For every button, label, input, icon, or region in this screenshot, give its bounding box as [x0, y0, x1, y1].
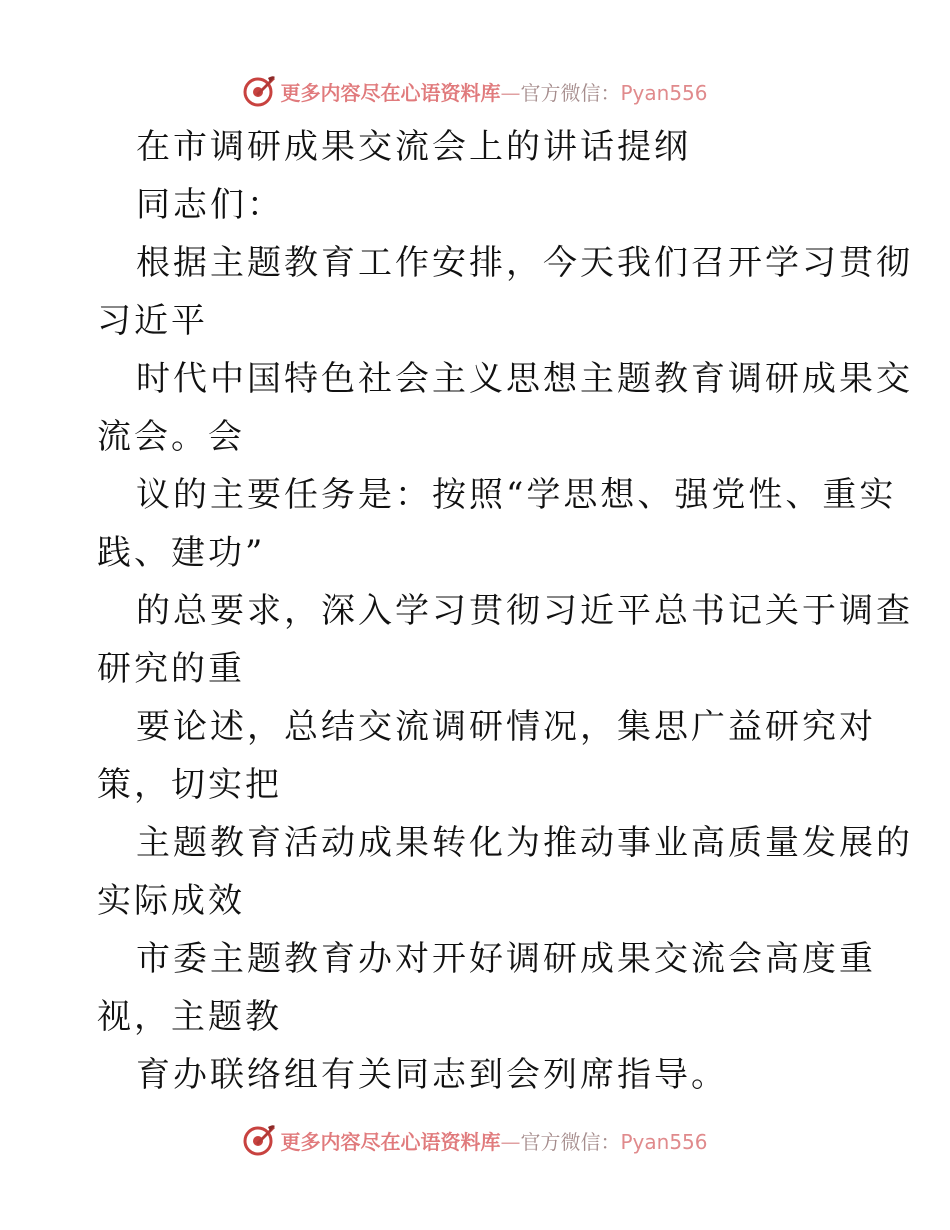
text-line: 践、建功” [97, 533, 266, 573]
watermark-dash: — [500, 1129, 521, 1154]
text-line: 的总要求，深入学习贯彻习近平总书记关于调查 [136, 591, 913, 631]
text-line: 市委主题教育办对开好调研成果交流会高度重 [136, 939, 876, 979]
text-line: 实际成效 [97, 881, 245, 921]
text-line: 根据主题教育工作安排，今天我们召开学习贯彻 [136, 243, 913, 283]
text-line: 流会。会 [97, 417, 245, 457]
watermark-label: 官方微信： [520, 80, 621, 105]
text-line: 主题教育活动成果转化为推动事业高质量发展的 [136, 823, 913, 863]
document-title: 在市调研成果交流会上的讲话提纲 [136, 127, 691, 167]
watermark-dash: — [500, 80, 521, 105]
watermark-handle: Pyan556 [620, 1129, 708, 1154]
text-line: 研究的重 [97, 649, 245, 689]
quill-logo-icon [242, 74, 276, 108]
watermark-main: 更多内容尽在心语资料库 [280, 1129, 501, 1154]
watermark-handle: Pyan556 [620, 80, 708, 105]
watermark-main: 更多内容尽在心语资料库 [280, 80, 501, 105]
text-line: 要论述，总结交流调研情况，集思广益研究对 [136, 707, 876, 747]
header-watermark [0, 73, 950, 109]
watermark-label: 官方微信： [520, 1129, 621, 1154]
text-line: 策，切实把 [97, 765, 282, 805]
quill-logo-icon [242, 1123, 276, 1157]
watermark-text [280, 77, 707, 106]
text-line: 习近平 [97, 301, 208, 341]
footer-watermark [0, 1122, 950, 1158]
text-line: 时代中国特色社会主义思想主题教育调研成果交 [136, 359, 913, 399]
text-line: 视，主题教 [97, 997, 282, 1037]
salutation: 同志们： [136, 185, 284, 225]
text-line: 育办联络组有关同志到会列席指导。 [136, 1055, 728, 1095]
text-line: 议的主要任务是：按照“学思想、强党性、重实 [136, 475, 897, 515]
watermark-text [280, 1126, 707, 1155]
